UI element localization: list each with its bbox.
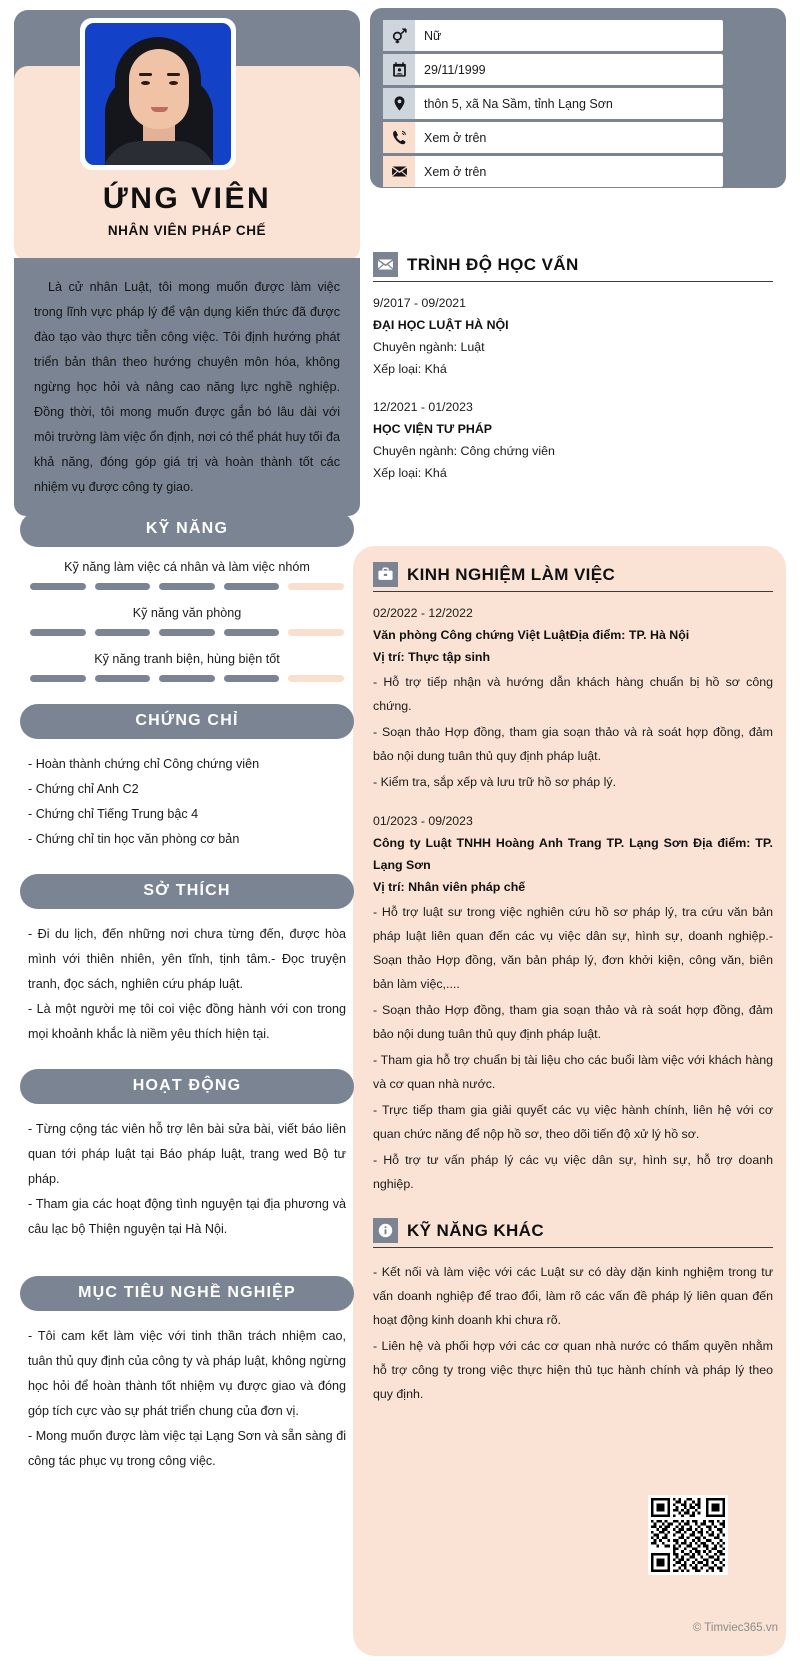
skill-item [28, 652, 346, 682]
skill-rating-bar [28, 629, 346, 636]
avatar [80, 18, 236, 170]
avatar-photo [85, 23, 231, 165]
section-experience [373, 562, 773, 1196]
activities-paragraph: - Từng cộng tác viên hỗ trợ lên bài sửa bài, viết báo liên quan tới pháp luật tại Báo pháp luật, trang wed Bộ tư pháp. [28, 1122, 346, 1186]
briefcase-icon [373, 562, 398, 587]
skill-rating-bar [28, 675, 346, 682]
certificates-list [28, 752, 346, 852]
envelope-icon [373, 252, 398, 277]
skill-label: Kỹ năng tranh biện, hùng biện tốt [94, 652, 280, 666]
activities-heading: HOẠT ĐỘNG [20, 1069, 354, 1104]
experience-bullet: - Trực tiếp tham gia giải quyết các vụ việc hành chính, liên hệ với cơ quan chức năng để nộp hồ sơ, theo dõi tiến độ xử lý hồ sơ. [373, 1103, 773, 1141]
skill-rating-bar [28, 583, 346, 590]
objective-paragraph: - Mong muốn được làm việc tại Lạng Sơn và sẵn sàng đi công tác phục vụ trong công việc. [28, 1429, 346, 1468]
contact-row [383, 122, 723, 153]
hobbies-heading: SỞ THÍCH [20, 874, 354, 909]
education-date: 9/2017 - 09/2021 [373, 296, 466, 310]
experience-date: 01/2023 - 09/2023 [373, 814, 473, 828]
section-certificates [14, 704, 360, 852]
education-org: ĐẠI HỌC LUẬT HÀ NỘI [373, 318, 509, 332]
candidate-name: ỨNG VIÊN [102, 182, 272, 215]
envelope-icon [383, 156, 415, 187]
email-value: Xem ở trên [424, 164, 487, 179]
experience-bullet: - Hỗ trợ luật sư trong việc nghiên cứu hồ sơ pháp lý, tra cứu văn bản pháp luật liên quan đến các vụ việc dân sự, hình sự, doanh nghiệp.- Soạn thảo Hợp đồng, văn bản pháp lý, đơn khởi kiện, công văn, biên bản làm việc,.... [373, 905, 773, 991]
candidate-role: NHÂN VIÊN PHÁP CHẾ [107, 223, 267, 238]
section-activities [14, 1069, 360, 1242]
experience-org: Công ty Luật TNHH Hoàng Anh Trang TP. Lạng Sơn Địa điểm: TP. Lạng Sơn [373, 836, 773, 872]
contact-row [383, 156, 723, 187]
experience-position: Vị trí: Thực tập sinh [373, 650, 491, 664]
other-skills-heading: KỸ NĂNG KHÁC [407, 1220, 545, 1240]
objective-heading: MỤC TIÊU NGHỀ NGHIỆP [20, 1276, 354, 1311]
list-item: - Chứng chỉ Tiếng Trung bậc 4 [28, 807, 199, 821]
info-circle-icon [373, 1218, 398, 1243]
skills-heading: KỸ NĂNG [20, 512, 354, 547]
calendar-icon [383, 54, 415, 85]
education-header [373, 252, 773, 282]
certificates-heading: CHỨNG CHỈ [20, 704, 354, 739]
birthdate-value: 29/11/1999 [424, 62, 486, 77]
skill-item [28, 606, 346, 636]
location-pin-icon [383, 88, 415, 119]
experience-entry [373, 602, 773, 794]
left-column [14, 512, 360, 1496]
skill-label: Kỹ năng văn phòng [132, 606, 242, 620]
experience-bullet: - Kiểm tra, sắp xếp và lưu trữ hồ sơ pháp lý. [373, 775, 617, 789]
experience-bullet: - Tham gia hỗ trợ chuẩn bị tài liệu cho các buổi làm việc với khách hàng và cơ quan nhà nước. [373, 1053, 773, 1091]
education-grade: Xếp loại: Khá [373, 362, 447, 376]
education-entry [373, 396, 773, 484]
education-date: 12/2021 - 01/2023 [373, 400, 473, 414]
qr-code [648, 1495, 728, 1575]
experience-bullet: - Soạn thảo Hợp đồng, tham gia soạn thảo và rà soát hợp đồng, đảm bảo nội dung tuân thủ quy định pháp luật. [373, 1003, 773, 1041]
profile-summary [14, 258, 360, 516]
experience-bullet: - Hỗ trợ tư vấn pháp lý các vụ việc dân sự, hình sự, hỗ trợ doanh nghiệp. [373, 1153, 773, 1191]
experience-bullet: - Hỗ trợ tiếp nhận và hướng dẫn khách hàng chuẩn bị hồ sơ công chứng. [373, 675, 773, 713]
contact-row [383, 88, 723, 119]
phone-icon [383, 122, 415, 153]
right-column-education [373, 252, 773, 506]
experience-header [373, 562, 773, 592]
section-education [373, 252, 773, 484]
site-watermark: © Timviec365.vn [692, 1622, 778, 1634]
other-skills-paragraph: - Liên hệ và phối hợp với các cơ quan nhà nước có thẩm quyền nhằm hỗ trợ công ty trong việc thực hiện thủ tục hành chính và pháp lý theo quy định. [373, 1339, 773, 1401]
contact-list [383, 20, 723, 190]
hobbies-paragraph: - Đi du lịch, đến những nơi chưa từng đến, được hòa mình với thiên nhiên, yên tĩnh, tịnh tâm.- Đọc truyện tranh, đọc sách, nghiên cứu pháp luật. [28, 927, 346, 991]
experience-heading: KINH NGHIỆM LÀM VIỆC [407, 564, 616, 584]
education-entry [373, 292, 773, 380]
list-item: - Chứng chỉ tin học văn phòng cơ bản [28, 832, 240, 846]
list-item: - Chứng chỉ Anh C2 [28, 782, 139, 796]
education-major: Chuyên ngành: Công chứng viên [373, 444, 555, 458]
section-other-skills [373, 1218, 773, 1406]
right-column-experience [373, 562, 773, 1428]
list-item: - Hoàn thành chứng chỉ Công chứng viên [28, 757, 260, 771]
skill-label: Kỹ năng làm việc cá nhân và làm việc nhóm [64, 560, 310, 574]
contact-row [383, 54, 723, 85]
education-heading: TRÌNH ĐỘ HỌC VẤN [407, 254, 579, 274]
objective-paragraph: - Tôi cam kết làm việc với tinh thần trách nhiệm cao, tuân thủ quy định của công ty và pháp luật, không ngừng học hỏi để hoàn thành tốt nhiệm vụ được giao và đóng góp tích cực vào sự phát triển chung của đơn vị. [28, 1329, 346, 1418]
profile-summary-text: Là cử nhân Luật, tôi mong muốn được làm việc trong lĩnh vực pháp lý để vận dụng kiến thức đã được đào tạo vào thực tiễn công việc. Tôi định hướng phát triển bản thân theo hướng chuyên môn hóa, không ngừng học hỏi và nâng cao năng lực nghề nghiệp. Đồng thời, tôi mong muốn được gắn bó lâu dài với môi trường làm việc ổn định, nơi có thể phát huy tối đa khả năng, đóng góp giá trị và hoàn thành tốt các nhiệm vụ được công ty giao. [34, 280, 340, 494]
identity-block [14, 182, 360, 238]
other-skills-header [373, 1218, 773, 1248]
section-hobbies [14, 874, 360, 1047]
skill-item [28, 560, 346, 590]
section-skills [14, 512, 360, 682]
contact-row [383, 20, 723, 51]
other-skills-paragraph: - Kết nối và làm việc với các Luật sư có dày dặn kinh nghiệm trong tư vấn doanh nghiệp để trao đổi, làm rõ các vấn đề pháp lý liên quan đến hoạt động kinh doanh khi chưa rõ. [373, 1265, 773, 1327]
experience-date: 02/2022 - 12/2022 [373, 606, 473, 620]
experience-bullet: - Soạn thảo Hợp đồng, tham gia soạn thảo và rà soát hợp đồng, đảm bảo nội dung tuân thủ quy định pháp luật. [373, 725, 773, 763]
experience-entry [373, 810, 773, 1196]
education-grade: Xếp loại: Khá [373, 466, 447, 480]
gender-icon [383, 20, 415, 51]
hobbies-paragraph: - Là một người mẹ tôi coi việc đồng hành với con trong mọi khoảnh khắc là niềm yêu thích hiện tại. [28, 1002, 346, 1041]
phone-value: Xem ở trên [424, 130, 487, 145]
gender-value: Nữ [424, 28, 442, 43]
address-value: thôn 5, xã Na Sầm, tỉnh Lạng Sơn [424, 96, 613, 111]
activities-paragraph: - Tham gia các hoạt động tình nguyện tại địa phương và câu lạc bộ Thiện nguyện tại Hà Nội. [28, 1197, 346, 1236]
experience-org: Văn phòng Công chứng Việt LuậtĐịa điểm: TP. Hà Nội [373, 628, 690, 642]
experience-position: Vị trí: Nhân viên pháp chế [373, 880, 526, 894]
section-career-objective [14, 1276, 360, 1474]
education-major: Chuyên ngành: Luật [373, 340, 485, 354]
education-org: HỌC VIỆN TƯ PHÁP [373, 422, 493, 436]
